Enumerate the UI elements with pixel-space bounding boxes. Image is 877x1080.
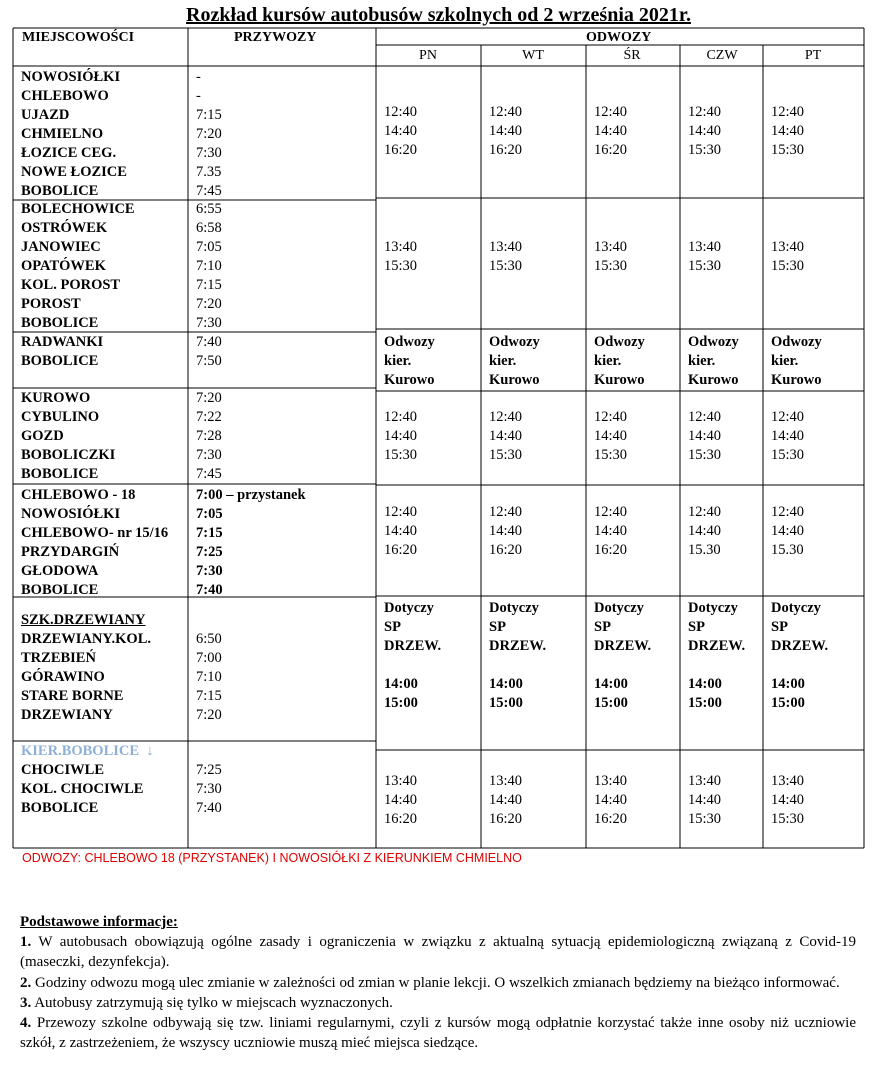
place-name: GOZD (21, 428, 64, 444)
place-name: UJAZD (21, 107, 70, 123)
departure-cell: 12:40 14:40 15:30 (688, 104, 722, 158)
info-item: 3. Autobusy zatrzymują się tylko w miejscach wyznaczonych. (20, 994, 393, 1011)
departure-cell: Dotyczy SP DRZEW. 14:00 15:00 (771, 600, 829, 711)
place-name: BOBOLICE (21, 582, 99, 598)
place-name: BOBOLICE (21, 466, 99, 482)
place-name: BOBOLICE (21, 315, 99, 331)
header-places: MIEJSCOWOŚCI (22, 30, 135, 45)
place-name: JANOWIEC (21, 239, 101, 255)
departure-cell: 12:40 14:40 16:20 (489, 104, 523, 158)
place-name: KIER.BOBOLICE ↓ (21, 743, 154, 759)
departure-cell: 12:40 14:40 15:30 (489, 409, 523, 463)
day-header-1: WT (522, 48, 544, 63)
place-name: BOBOLICZKI (21, 447, 116, 463)
place-name: CYBULINO (21, 409, 100, 425)
departure-cell: 12:40 14:40 15:30 (688, 409, 722, 463)
departure-cell: 13:40 15:30 (688, 239, 722, 274)
place-name: SZK.DRZEWIANY (21, 612, 146, 628)
info-heading: Podstawowe informacje: (20, 914, 178, 930)
info-item: 4. Przewozy szkolne odbywają się tzw. liniami regularnymi, czyli z kursów mogą odpłatnie korzystać także inne osoby niż uczniowie szkół, z zastrzeżeniem, że wszyscy uczniowie muszą mieć miejsca siedzące. (20, 1015, 856, 1052)
route-times: 7:40 7:50 (196, 334, 222, 369)
departure-cell: 13:40 15:30 (594, 239, 628, 274)
route-places (21, 742, 154, 818)
info-item: 1. W autobusach obowiązują ogólne zasady i ograniczenia w związku z aktualną sytuacją epidemiologiczną związaną z Covid-19 (maseczki, dezynfekcja). (20, 934, 856, 971)
departure-note: ODWOZY: CHLEBOWO 18 (PRZYSTANEK) I NOWOSIÓŁKI Z KIERUNKIEM CHMIELNO (22, 851, 522, 865)
departure-cell: 12:40 14:40 16:20 (384, 504, 418, 558)
departure-cell: 13:40 15:30 (771, 239, 805, 274)
departure-cell: Odwozy kier. Kurowo (384, 334, 435, 388)
departure-cell: Dotyczy SP DRZEW. 14:00 15:00 (489, 600, 547, 711)
departure-cell: 13:40 14:40 16:20 (594, 773, 628, 827)
place-name: ŁOZICE CEG. (21, 145, 117, 161)
header-arrivals: PRZYWOZY (234, 30, 317, 45)
day-header-4: PT (804, 48, 822, 63)
place-name: POROST (21, 296, 81, 312)
route-times: - - 7:15 7:20 7:30 7.35 7:45 (196, 69, 222, 199)
place-name: DRZEWIANY.KOL. (21, 631, 151, 647)
basic-info (20, 912, 856, 1053)
departure-cell: 12:40 14:40 15.30 (771, 504, 805, 558)
route-times: 7:25 7:30 7:40 (196, 762, 222, 816)
place-name: CHLEBOWO (21, 88, 109, 104)
place-name: BOBOLICE (21, 800, 99, 816)
place-name: PRZYDARGIŃ (21, 544, 120, 560)
departure-cell: 13:40 14:40 16:20 (489, 773, 523, 827)
departure-cell: Odwozy kier. Kurowo (688, 334, 739, 388)
route-times: 6:55 6:58 7:05 7:10 7:15 7:20 7:30 (196, 201, 222, 331)
header-departures: ODWOZY (586, 30, 652, 45)
departure-cell: 13:40 15:30 (384, 239, 418, 274)
departure-cell: 13:40 14:40 16:20 (384, 773, 418, 827)
route-places (21, 486, 168, 600)
departure-cell: Dotyczy SP DRZEW. 14:00 15:00 (594, 600, 652, 711)
place-name: BOLECHOWICE (21, 201, 135, 217)
place-name: BOBOLICE (21, 353, 99, 369)
departure-cell: Dotyczy SP DRZEW. 14:00 15:00 (688, 600, 746, 711)
departure-cell: 12:40 14:40 15:30 (384, 409, 418, 463)
departure-cell: Odwozy kier. Kurowo (771, 334, 822, 388)
departure-cell: Dotyczy SP DRZEW. 14:00 15:00 (384, 600, 442, 711)
place-name: KOL. CHOCIWLE (21, 781, 144, 797)
departure-cell: 12:40 14:40 15:30 (594, 409, 628, 463)
place-name: CHLEBOWO- nr 15/16 (21, 525, 169, 541)
place-name: NOWOSIÓŁKI (21, 69, 121, 85)
departure-cell: 13:40 15:30 (489, 239, 523, 274)
place-name: GÓRAWINO (21, 669, 105, 685)
place-name: RADWANKI (21, 334, 104, 350)
place-name: BOBOLICE (21, 183, 99, 199)
day-header-3: CZW (706, 48, 738, 63)
place-name: OPATÓWEK (21, 258, 106, 274)
page-title: Rozkład kursów autobusów szkolnych od 2 września 2021r. (186, 4, 691, 26)
route-places (21, 200, 135, 333)
place-name: KOL. POROST (21, 277, 121, 293)
departure-cell: Odwozy kier. Kurowo (594, 334, 645, 388)
departure-cell: 12:40 14:40 15.30 (688, 504, 722, 558)
route-places (21, 68, 127, 201)
place-name: CHMIELNO (21, 126, 104, 142)
route-times: 7:20 7:22 7:28 7:30 7:45 (196, 390, 222, 482)
departure-cell: Odwozy kier. Kurowo (489, 334, 540, 388)
place-name: DRZEWIANY (21, 707, 113, 723)
route-places (21, 389, 115, 484)
departure-cell: 12:40 14:40 15:30 (771, 104, 805, 158)
departure-cell: 12:40 14:40 16:20 (384, 104, 418, 158)
route-times: 7:00 – przystanek 7:05 7:15 7:25 7:30 7:40 (196, 487, 306, 598)
place-name: TRZEBIEŃ (21, 650, 96, 666)
route-times: 6:50 7:00 7:10 7:15 7:20 (196, 631, 222, 723)
place-name: GŁODOWA (21, 563, 99, 579)
place-name: NOWOSIÓŁKI (21, 506, 121, 522)
route-places (21, 333, 103, 371)
departure-cell: 12:40 14:40 16:20 (594, 504, 628, 558)
departure-cell: 12:40 14:40 16:20 (594, 104, 628, 158)
place-name: STARE BORNE (21, 688, 124, 704)
departure-cell: 12:40 14:40 15:30 (771, 409, 805, 463)
place-name: CHOCIWLE (21, 762, 104, 778)
day-header-0: PN (419, 48, 437, 63)
departure-cell: 13:40 14:40 15:30 (688, 773, 722, 827)
day-header-2: ŚR (623, 48, 641, 63)
route-places (21, 611, 151, 725)
info-item: 2. Godziny odwozu mogą ulec zmianie w zależności od zmian w planie lekcji. O wszelkich zmianach będziemy na bieżąco informować. (20, 974, 840, 991)
place-name: KUROWO (21, 390, 91, 406)
departure-cell: 13:40 14:40 15:30 (771, 773, 805, 827)
place-name: NOWE ŁOZICE (21, 164, 127, 180)
departure-cell: 12:40 14:40 16:20 (489, 504, 523, 558)
place-name: CHLEBOWO - 18 (21, 487, 136, 503)
place-name: OSTRÓWEK (21, 220, 108, 236)
